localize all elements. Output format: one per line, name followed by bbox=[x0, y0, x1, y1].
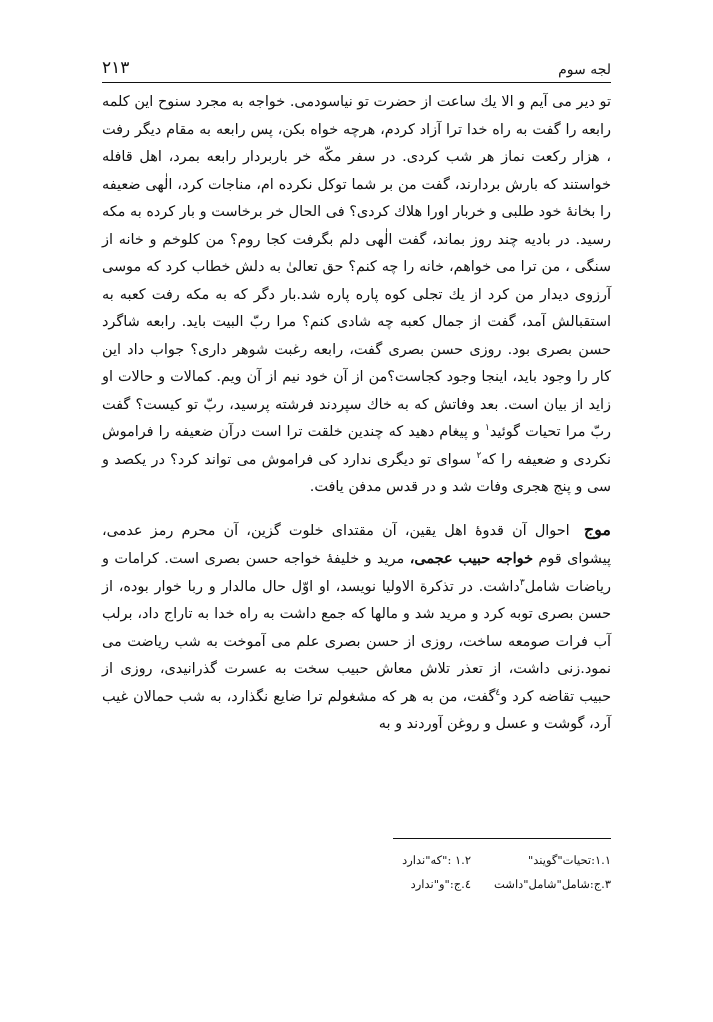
paragraph-text: سوای تو دیگری ندارد کی فراموش می تواند کرد؟ در یکصد و سی و پنج هجری وفات شد و در قدس مدفن یافت. bbox=[102, 451, 611, 495]
footnote-1: ۱.۱:تحیات"گویند" bbox=[527, 853, 611, 867]
footnotes bbox=[311, 848, 611, 896]
paragraph-rabia bbox=[102, 89, 611, 502]
bold-name: خواجه حبیب عجمی، bbox=[409, 550, 533, 567]
paragraph-text: داشت. در تذکرة الاولیا نویسد، او اوّل حال مالدار و ربا خوار بوده، از حسن بصری توبه کرد و مرید شد و مالها که جمع داشت به راه خدا به تاراج داد، برلب آب فرات صومعه ساخت، روزی از حسن بصری علم می آموخت به شب ریاضت می نمود.زنی داشت، از تعذر تلاش معاش حبیب سخت به عسرت گذرانیدی، روزی از حبیب تقاضه کرد و bbox=[102, 578, 611, 705]
page-body bbox=[102, 89, 611, 739]
footnote-2: ۱.۲ :"که"ندارد bbox=[402, 853, 471, 867]
footnote-3: ۳.ج:شامل"شامل"داشت bbox=[494, 877, 611, 891]
footnote-4: ٤.ج:"و"ندارد bbox=[410, 877, 471, 891]
footnote-row bbox=[311, 848, 611, 872]
paragraph-text: و پیغام دهید که چندین خلقت ترا است درآن ضعیفه را فراموش نکردی و ضعیفه را که bbox=[102, 424, 611, 468]
paragraph-lead-word: موج bbox=[583, 519, 611, 539]
paragraph-habib-ajami bbox=[102, 516, 611, 739]
footnote-ref-3: ۳ bbox=[519, 577, 525, 588]
page-number: ۲۱۳ bbox=[102, 58, 130, 78]
page-header bbox=[102, 56, 611, 78]
footnote-ref-2: ۲ bbox=[476, 450, 482, 461]
footnote-ref-1: ۱ bbox=[484, 423, 490, 434]
footnote-ref-4: ٤ bbox=[495, 687, 501, 698]
footnote-row bbox=[311, 872, 611, 896]
paragraph-text: احوال آن قدوهٔ اهل یقین، آن مقتدای خلوت گزین، آن محرم رمز عدمی، پیشوای قوم bbox=[102, 522, 611, 567]
paragraph-text: گفت، من به هر که مشغولم ترا ضایع نگذارد، به شب حمالان غیب آرد، گوشت و عسل و روغن آوردند و به bbox=[102, 688, 611, 732]
header-rule bbox=[102, 82, 611, 83]
chapter-title: لجه سوم bbox=[558, 62, 611, 78]
paragraph-text: تو دیر می آیم و الا یك ساعت از حضرت تو نیاسودمی. خواجه به مجرد سنوح این کلمه رابعه را گفت به راه خدا ترا آزاد کردم، هرچه خواه بکن، پس رابعه به مقام دیگر رفت ، هزار رکعت نماز هر شب کردی. در سفر مکّه خر باربردار رابعه بمرد، اهل قافله خواستند که بارش بردارند، گفت من بر شما توکل نکرده ام، مناجات کرد، الٰهی ضعیفه را بخانهٔ خود طلبی و خربار اورا هلاك کردی؟ فی الحال خر برخاست و بار کرده به مکه رسید. در بادیه چند روز بماند، گفت الٰهی دلم بگرفت کجا روم؟ من کلوخم و خانه از سنگی ، من ترا می خواهم، خانه را چه کنم؟ حق تعالیٰ به دلش خطاب کرد که موسی آرزوی دیدار من کرد از یك تجلی کوه پاره پاره شد.بار دگر که به مکه رفت کعبه به استقبالش آمد، گفت از جمال کعبه چه شادی کنم؟ مرا ربّ البیت باید. رابعه شاگرد حسن بصری بود. روزی حسن بصری گفت، رابعه رغبت شوهر داری؟ جواب داد این کار را وجود باید، اینجا وجود کجاست؟من از آن خود نیم از آن ویم. کمالات و حالات او زاید از بیان است. بعد وفاتش که به خاك سپردند فرشته پرسید، ربّ تو کیست؟ گفت ربّ مرا تحیات گوئید bbox=[102, 94, 611, 440]
paragraph-text: مرید و خلیفهٔ خواجه حسن بصری است. کرامات و ریاضات شامل bbox=[102, 551, 611, 595]
footnote-rule bbox=[393, 838, 611, 839]
